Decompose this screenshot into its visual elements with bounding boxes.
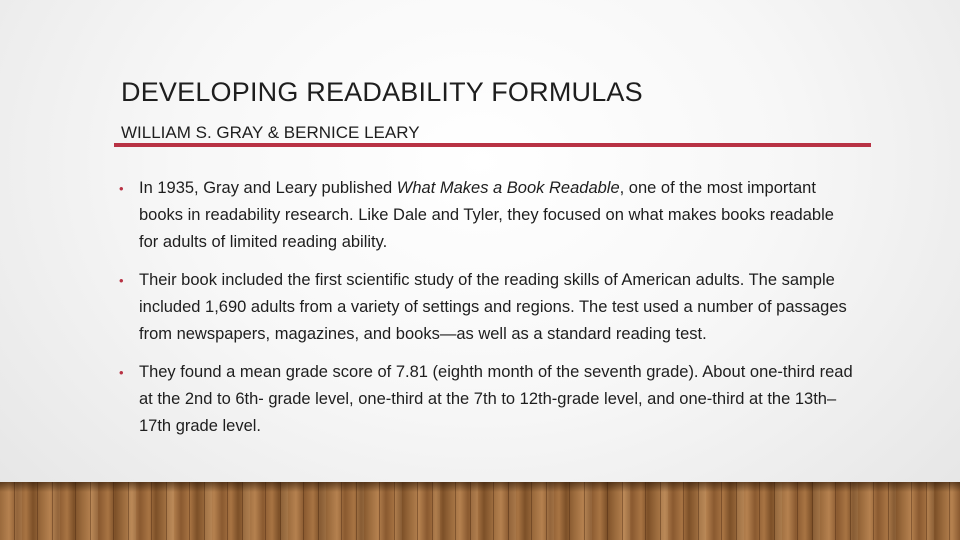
bullet-dot-icon: •: [119, 273, 124, 288]
bullet-dot-icon: •: [119, 365, 124, 380]
bullet-item-1: [115, 175, 855, 256]
bullet-dot-icon: •: [119, 181, 124, 196]
bullet-list: [115, 175, 855, 451]
title-divider: [114, 143, 871, 147]
slide-title: DEVELOPING READABILITY FORMULAS: [121, 77, 643, 107]
book-title: What Makes a Book Readable: [396, 179, 620, 197]
bullet-1-text-before: In 1935, Gray and Leary published: [139, 179, 397, 197]
bullet-3-text: They found a mean grade score of 7.81 (eighth month of the seventh grade). About one-third read at the 2nd to 6th- grade level, one-third at the 7th to 12th-grade level, and one-third at the 13th–17th grade level.: [139, 363, 853, 435]
bullet-1-text-after: , one of the most important books in readability research. Like Dale and Tyler, they focused on what makes books readable for adults of limited reading ability.: [139, 179, 834, 251]
slide-subtitle: WILLIAM S. GRAY & BERNICE LEARY: [121, 123, 420, 142]
bullet-2-text: Their book included the first scientific study of the reading skills of American adults. The sample included 1,690 adults from a variety of settings and regions. The test used a number of passages from newspapers, magazines, and books—as well as a standard reading test.: [139, 271, 847, 343]
bullet-item-2: [115, 267, 855, 348]
floor-shadow: [0, 482, 960, 492]
bullet-item-3: [115, 359, 855, 440]
